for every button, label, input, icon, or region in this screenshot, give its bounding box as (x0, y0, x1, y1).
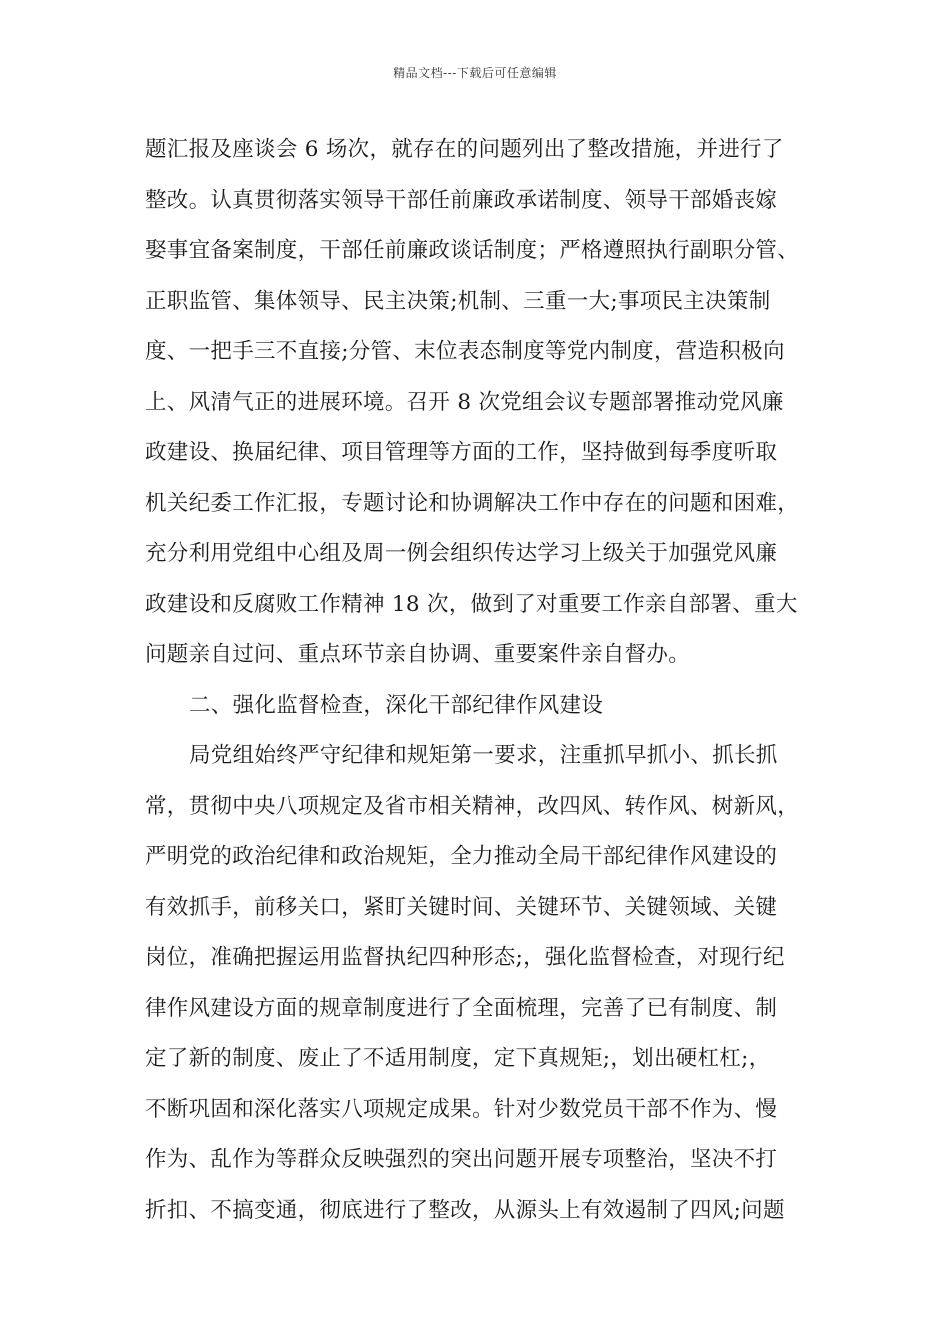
body-line: 度、一把手三不直接;分管、末位表态制度等党内制度，营造积极向 (145, 339, 785, 364)
body-line: 机关纪委工作汇报，专题讨论和协调解决工作中存在的问题和困难， (145, 490, 800, 516)
body-line: 整改。认真贯彻落实领导干部任前廉政承诺制度、领导干部婚丧嫁 (145, 187, 778, 213)
body-line: 不断巩固和深化落实八项规定成果。针对少数党员干部不作为、慢 (145, 1096, 778, 1122)
body-line: 充分利用党组中心组及周一例会组织传达学习上级关于加强党风廉 (145, 541, 778, 566)
body-line: 作为、乱作为等群众反映强烈的突出问题开展专项整治，坚决不打 (145, 1147, 778, 1172)
body-line: 常，贯彻中央八项规定及省市相关精神，改四风、转作风、树新风， (145, 793, 800, 819)
document-body (145, 125, 840, 1236)
body-line: 严明党的政治纪律和政治规矩，全力推动全局干部纪律作风建设的 (145, 844, 778, 869)
section-heading: 二、强化监督检查，深化干部纪律作风建设 (189, 692, 604, 718)
body-line: 问题亲自过问、重点环节亲自协调、重要案件亲自督办。 (145, 642, 691, 667)
body-line: 上、风清气正的进展环境。召开 8 次党组会议专题部署推动党风廉 (145, 389, 784, 415)
body-line: 折扣、不搞变通，彻底进行了整改，从源头上有效遏制了四风;问题 (145, 1197, 785, 1223)
page-header: 精品文档---下载后可任意编辑 (393, 66, 557, 80)
body-line: 律作风建设方面的规章制度进行了全面梳理，完善了已有制度、制 (145, 995, 778, 1021)
body-line: 题汇报及座谈会 6 场次，就存在的问题列出了整改措施，并进行了 (145, 137, 784, 162)
paragraph-start-line: 局党组始终严守纪律和规矩第一要求，注重抓早抓小、抓长抓 (189, 743, 778, 768)
body-line: 岗位，准确把握运用监督执纪四种形态;，强化监督检查，对现行纪 (145, 945, 785, 970)
body-line: 正职监管、集体领导、民主决策;机制、三重一大;事项民主决策制 (145, 288, 771, 314)
body-line: 定了新的制度、废止了不适用制度，定下真规矩;，划出硬杠杠;， (145, 1046, 771, 1071)
body-line: 政建设、换届纪律、项目管理等方面的工作，坚持做到每季度听取 (145, 440, 778, 465)
body-line: 政建设和反腐败工作精神 18 次，做到了对重要工作亲自部署、重大 (145, 591, 798, 617)
body-line: 有效抓手，前移关口，紧盯关键时间、关键环节、关键领域、关键 (145, 894, 778, 920)
body-line: 娶事宜备案制度，干部任前廉政谈话制度；严格遵照执行副职分管、 (145, 238, 800, 263)
